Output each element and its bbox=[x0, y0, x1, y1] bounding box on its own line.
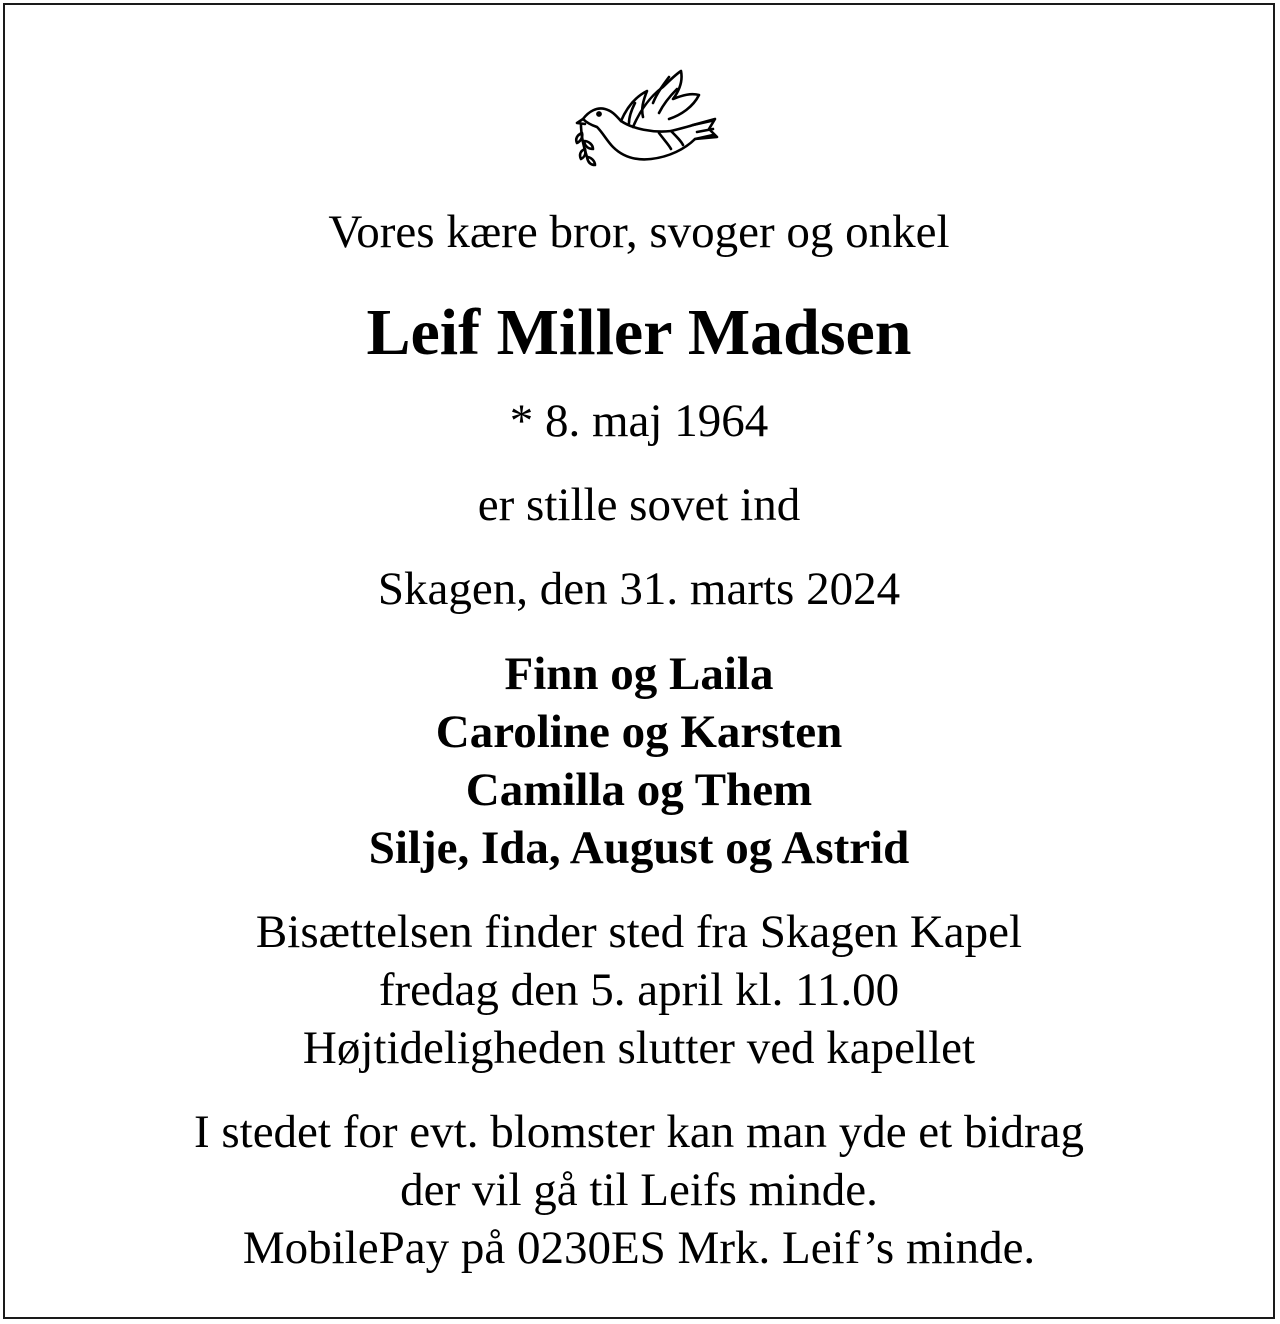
family-line: Silje, Ida, August og Astrid bbox=[368, 822, 910, 874]
dove-icon bbox=[573, 67, 721, 175]
service-line: Højtideligheden slutter ved kapellet bbox=[302, 1022, 976, 1074]
passing-line: er stille sovet ind bbox=[477, 479, 801, 531]
service-line: fredag den 5. april kl. 11.00 bbox=[378, 964, 900, 1016]
donation-info bbox=[5, 1103, 1273, 1277]
intro-line: Vores kære bror, svoger og onkel bbox=[328, 206, 950, 258]
donation-line: der vil gå til Leifs minde. bbox=[400, 1164, 878, 1216]
birth-date: * 8. maj 1964 bbox=[509, 395, 769, 447]
family-line: Camilla og Them bbox=[465, 764, 813, 816]
family-line: Caroline og Karsten bbox=[435, 706, 843, 758]
deceased-name: Leif Miller Madsen bbox=[366, 296, 912, 369]
donation-line: I stedet for evt. blomster kan man yde et bidrag bbox=[193, 1106, 1085, 1158]
donation-line: MobilePay på 0230ES Mrk. Leif’s minde. bbox=[242, 1222, 1036, 1274]
family-line: Finn og Laila bbox=[504, 648, 774, 700]
family-signatures bbox=[5, 645, 1273, 877]
obituary-frame bbox=[3, 3, 1275, 1319]
service-line: Bisættelsen finder sted fra Skagen Kapel bbox=[255, 906, 1023, 958]
obituary-notice bbox=[5, 5, 1273, 1317]
funeral-service-info bbox=[5, 903, 1273, 1077]
place-and-date: Skagen, den 31. marts 2024 bbox=[377, 563, 901, 615]
